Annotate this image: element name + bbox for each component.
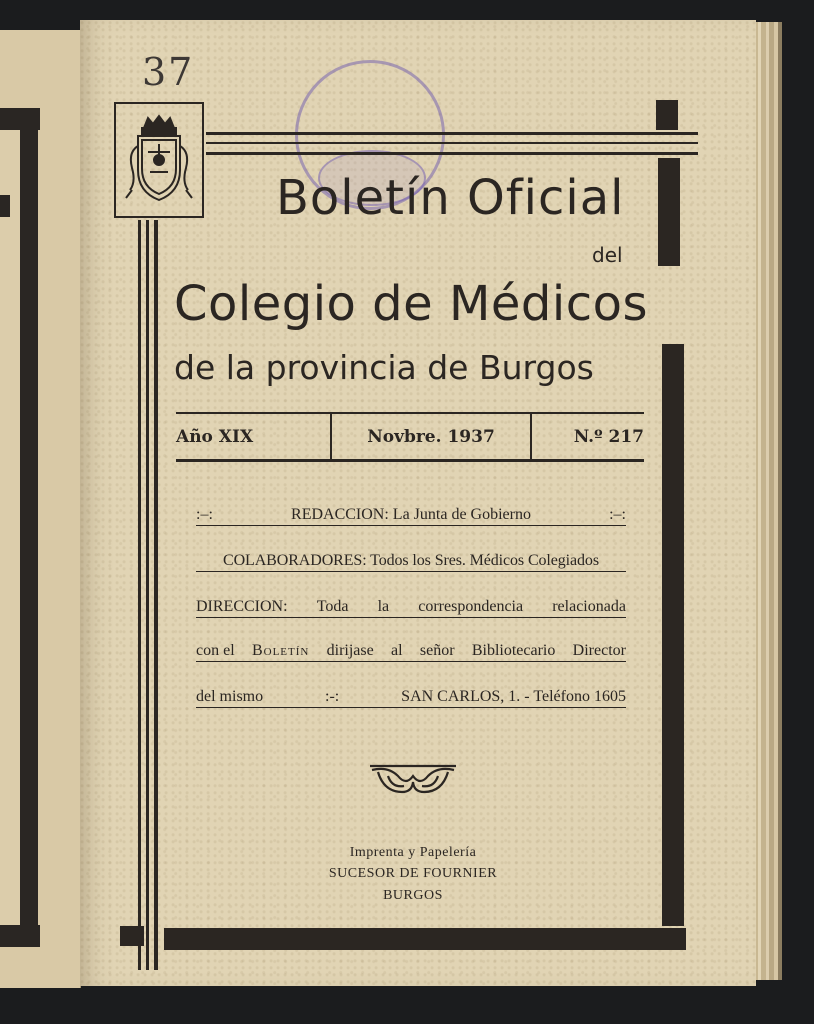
line5-prefix: del mismo (196, 688, 264, 705)
top-rule-3 (206, 152, 698, 155)
title-colegio: Colegio de Médicos (174, 276, 648, 332)
top-rule-2 (206, 142, 698, 144)
line4-word: señor (419, 642, 455, 659)
line4-word: al (391, 642, 403, 659)
issue-info-row (176, 412, 644, 462)
line5-separator: :-: (325, 688, 340, 705)
line4-word: Director (572, 642, 626, 659)
info-boletin-line (196, 638, 626, 662)
right-block-upper (658, 158, 680, 266)
left-vertical-rule-3 (154, 220, 158, 970)
redaccion-tail: :–: (609, 506, 626, 523)
colaboradores-text: COLABORADORES: Todos los Sres. Médicos Colegiados (223, 552, 599, 569)
direccion-word: relacionada (552, 598, 626, 615)
info-redaccion (196, 502, 626, 526)
redaccion-lead: :–: (196, 506, 213, 523)
page-edges (752, 22, 782, 980)
bottom-left-block (120, 926, 144, 946)
printer-line-2: SUCESOR DE FOURNIER (328, 866, 498, 881)
printer-line-3: BURGOS (383, 888, 443, 903)
info-address-line (196, 684, 626, 708)
redaccion-text: REDACCION: La Junta de Gobierno (291, 506, 531, 523)
title-provincia: de la provincia de Burgos (174, 348, 594, 387)
coat-of-arms-icon (122, 112, 196, 210)
issue-number: N.º 217 (573, 426, 644, 447)
bottom-bar (164, 928, 686, 950)
issue-date: Novbre. 1937 (330, 414, 532, 459)
title-boletin-oficial: Boletín Oficial (276, 170, 625, 226)
direccion-word: correspondencia (418, 598, 524, 615)
direccion-word: Toda (316, 598, 349, 615)
direccion-label: DIRECCION: (196, 598, 288, 615)
left-facing-page (0, 30, 81, 988)
line5-address: SAN CARLOS, 1. - Teléfono 1605 (401, 688, 626, 705)
line4-boletin: Boletín (251, 642, 310, 659)
right-bar-long (662, 344, 684, 926)
info-colaboradores (196, 548, 626, 572)
page-number: 37 (142, 50, 195, 94)
left-page-frame-bottom (0, 925, 40, 947)
ornament-icon (368, 762, 458, 798)
direccion-word: la (377, 598, 390, 615)
line4-prefix: con el (196, 642, 235, 659)
left-page-text-fragment (0, 195, 10, 217)
top-rule-1 (206, 132, 698, 135)
left-vertical-rule-1 (138, 220, 141, 970)
line4-word: Bibliotecario (471, 642, 556, 659)
title-connector: del (592, 243, 623, 267)
printer-line-1: Imprenta y Papelería (349, 845, 477, 860)
left-page-frame-rule (20, 112, 38, 942)
issue-year: Año XIX (176, 426, 254, 447)
line4-word: dirijase (326, 642, 374, 659)
left-page-inner-area (0, 130, 20, 925)
info-direccion (196, 594, 626, 618)
coat-of-arms-box (114, 102, 204, 218)
right-block-top (656, 100, 678, 130)
left-vertical-rule-2 (146, 220, 149, 970)
